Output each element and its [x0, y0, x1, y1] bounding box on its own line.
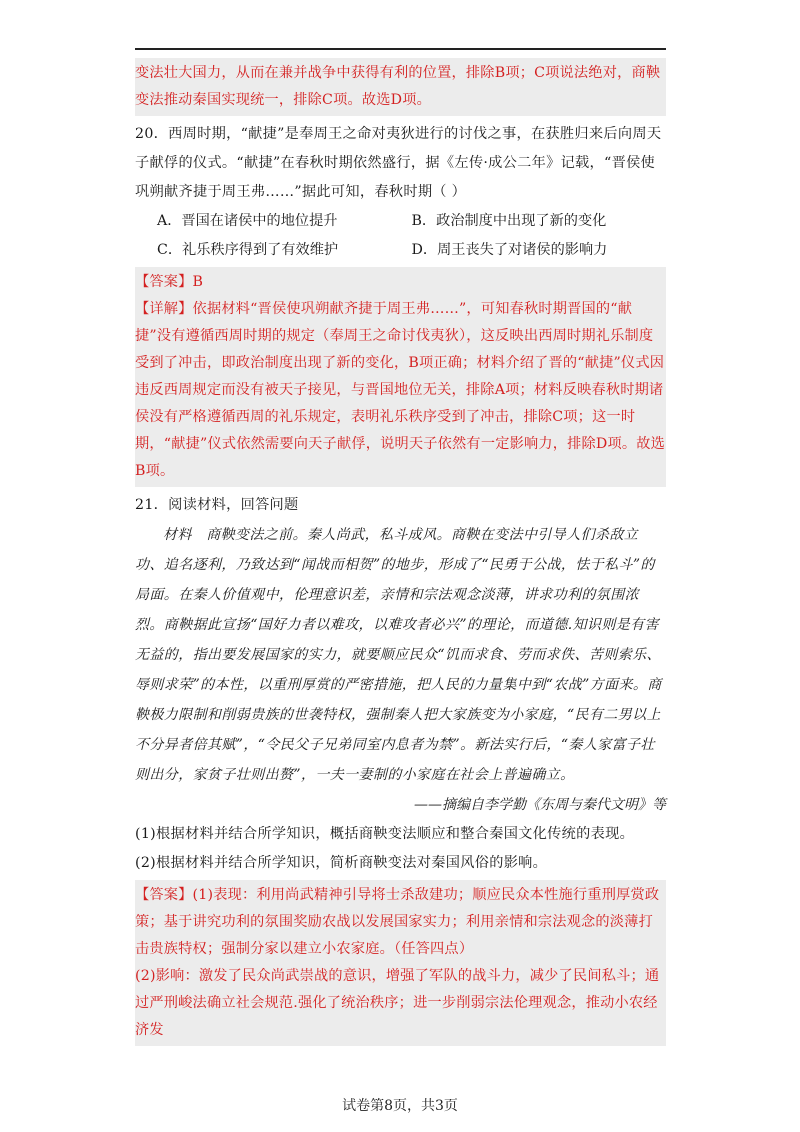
q21-subquestions — [135, 820, 666, 878]
q20-answer-block — [135, 267, 666, 487]
prev-answer-block — [135, 58, 666, 116]
q21-answer-block — [135, 880, 666, 1046]
question-20 — [135, 120, 666, 207]
q20-option-c: C．礼乐秩序得到了有效维护 — [157, 242, 339, 258]
q20-option-a: A．晋国在诸侯中的地位提升 — [157, 213, 338, 229]
q20-stem: 20．西周时期，“献捷”是奉周王之命对夷狄进行的讨伐之事，在获胜归来后向周天子献俘的仪式。“献捷”在春秋时期依然盛行，据《左传·成公二年》记载，“晋侯使巩朔献齐捷于周王弗……”据此可知，春秋时期（ ） — [135, 126, 662, 200]
question-21 — [135, 491, 666, 520]
q21-answer2: (2)影响：激发了民众尚武崇战的意识，增强了军队的战斗力，减少了民间私斗；通过严刑峻法确立社会规范.强化了统治秩序；进一步削弱宗法伦理观念，推动小农经济发 — [135, 968, 660, 1038]
header-rule — [135, 48, 666, 50]
q20-options — [135, 207, 666, 265]
page-content — [135, 58, 666, 1046]
q21-material — [135, 520, 666, 790]
q20-option-d: D．周王丧失了对诸侯的影响力 — [411, 242, 608, 258]
q21-stem: 21．阅读材料，回答问题 — [135, 497, 299, 513]
prev-answer-text: 变法壮大国力，从而在兼并战争中获得有利的位置，排除B项；C项说法绝对，商鞅变法推动秦国实现统一，排除C项。故选D项。 — [135, 65, 661, 108]
q21-answer1: 【答案】(1)表现：利用尚武精神引导将士杀敌建功；顺应民众本性施行重刑厚赏政策；基于讲究功利的氛围奖励农战以发展国家实力；利用亲情和宗法观念的淡薄打击贵族特权；强制分家以建立小农家庭。（任答四点） — [135, 887, 660, 957]
q21-sub1: (1)根据材料并结合所学知识，概括商鞅变法顺应和整合秦国文化传统的表现。 — [135, 826, 635, 842]
page-footer: 试卷第8页，共3页 — [342, 1098, 458, 1114]
q20-explain: 【详解】依据材料“晋侯使巩朔献齐捷于周王弗……”，可知春秋时期晋国的“献捷”没有遵循西周时期的规定（奉周王之命讨伐夷狄），这反映出西周时期礼乐制度受到了冲击，即政治制度出现了新的变化，B项正确；材料介绍了晋的“献捷”仪式因违反西周规定而没有被天子接见，与晋国地位无关，排除A项；材料反映春秋时期诸侯没有严格遵循西周的礼乐规定，表明礼乐秩序受到了冲击，排除C项；这一时期，“献捷”仪式依然需要向天子献俘，说明天子依然有一定影响力，排除D项。故选B项。 — [135, 301, 666, 479]
q20-option-b: B．政治制度中出现了新的变化 — [411, 213, 607, 229]
q20-answer: 【答案】B — [135, 274, 204, 290]
q21-sub2: (2)根据材料并结合所学知识，简析商鞅变法对秦国风俗的影响。 — [135, 855, 548, 871]
q21-source: ——摘编自李学勤《东周与秦代文明》等 — [414, 797, 666, 813]
q21-material-text: 材料 商鞅变法之前。秦人尚武，私斗成风。商鞅在变法中引导人们杀敌立功、追名逐利，乃致达到“闻战而相贺”的地步，形成了“民勇于公战，怯于私斗”的局面。在秦人价值观中，伦理意识差，亲情和宗法观念淡薄，讲求功利的氛围浓烈。商鞅据此宣扬“国好力者以难攻，以难攻者必兴”的理论，而道德.知识则是有害无益的，指出要发展国家的实力，就要顺应民众“饥而求食、劳而求佚、苦则索乐、辱则求荣”的本性，以重刑厚赏的严密措施，把人民的力量集中到“农战”方面来。商鞅极力限制和削弱贵族的世袭特权，强制秦人把大家族变为小家庭，“民有二男以上不分异者倍其赋”，“令民父子兄弟同室内息者为禁”。新法实行后，“秦人家富子壮则出分，家贫子壮则出赘”，一夫一妻制的小家庭在社会上普遍确立。 — [135, 527, 662, 783]
